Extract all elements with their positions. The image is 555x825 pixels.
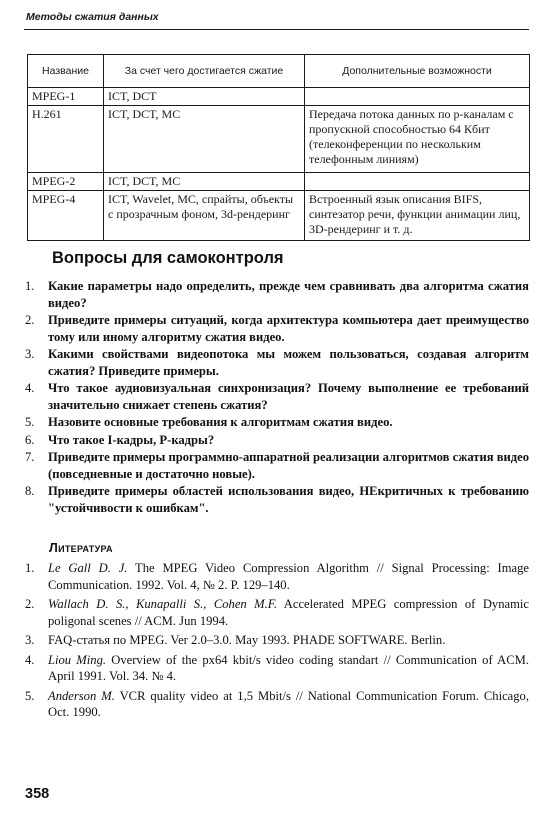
list-item <box>0 632 555 649</box>
cell-features: Передача потока данных по р-каналам с пропускной способностью 64 Кбит (телеконференции по нескольким телефонным линиям) <box>305 106 530 173</box>
item-number: 3. <box>25 347 35 361</box>
running-header: Методы сжатия данных <box>26 11 159 23</box>
reference-text: VCR quality video at 1,5 Mbit/s // National Communication Forum. Chicago, Oct. 1990. <box>48 688 529 719</box>
cell-compression: ICT, Wavelet, MC, спрайты, объекты с прозрачным фоном, 3d-рендеринг <box>104 191 305 241</box>
item-number: 3. <box>25 633 35 647</box>
header-name: Название <box>28 55 104 88</box>
question-text: Что такое аудиовизуальная синхронизация? Почему выполнение ее требований значительно снижает степень сжатия? <box>48 381 529 412</box>
item-number: 1. <box>25 279 35 293</box>
cell-compression: ICT, DCT, MC <box>104 106 305 173</box>
item-number: 6. <box>25 432 35 447</box>
item-number: 8. <box>25 484 35 498</box>
cell-name: H.261 <box>28 106 104 173</box>
cell-name: MPEG-4 <box>28 191 104 241</box>
list-item <box>0 312 555 345</box>
table-row <box>28 173 530 191</box>
questions-list <box>0 278 555 517</box>
reference-authors: Liou Ming. <box>48 652 107 667</box>
question-text: Приведите примеры программно-аппаратной реализации алгоритмов сжатия видео (повседневные и достаточно новые). <box>48 450 530 481</box>
questions-heading: Вопросы для самоконтроля <box>52 249 284 267</box>
references-list <box>0 560 555 724</box>
list-item <box>0 449 555 482</box>
table-row <box>28 106 530 173</box>
item-number: 4. <box>25 652 35 667</box>
list-item <box>0 380 555 413</box>
cell-name: MPEG-1 <box>28 88 104 106</box>
list-item <box>0 483 555 516</box>
table-row <box>28 191 530 241</box>
list-item <box>0 596 555 629</box>
question-text: Какими свойствами видеопотока мы можем пользоваться, создавая алгоритм сжатия? Приведите примеры. <box>48 347 529 378</box>
reference-text: Overview of the px64 kbit/s video coding standart // Communication of ACM. April 1991. Vol. 34. № 4. <box>48 652 529 683</box>
cell-features <box>305 173 530 191</box>
cell-compression: ICT, DCT <box>104 88 305 106</box>
comparison-table-container <box>27 54 529 241</box>
question-text: Что такое I-кадры, Р-кадры? <box>48 432 215 447</box>
item-number: 1. <box>25 561 35 575</box>
item-number: 5. <box>25 415 35 429</box>
list-item <box>0 278 555 311</box>
reference-text: The MPEG Video Compression Algorithm // Signal Processing: Image Communication. 1992. Vol. 4, № 2. P. 129–140. <box>48 561 529 592</box>
table-row <box>28 88 530 106</box>
item-number: 7. <box>25 450 35 464</box>
header-features: Дополнительные возможности <box>305 55 530 88</box>
header-rule <box>24 29 529 30</box>
question-text: Назовите основные требования к алгоритмам сжатия видео. <box>48 415 393 429</box>
list-item <box>0 414 555 431</box>
table-header-row <box>28 55 530 88</box>
reference-text: FAQ-статья по MPEG. Ver 2.0–3.0. May 1993. PHADE SOFTWARE. Berlin. <box>48 633 446 647</box>
cell-compression: ICT, DCT, MC <box>104 173 305 191</box>
reference-authors: Wallach D. S., Kunapalli S., Cohen M.F. <box>48 597 278 611</box>
references-heading: Литература <box>49 541 113 555</box>
list-item <box>0 688 555 721</box>
item-number: 5. <box>25 688 35 703</box>
question-text: Приведите примеры областей использования видео, НЕкритичных к требованию "устойчивости к ошибкам". <box>48 484 529 515</box>
cell-features <box>305 88 530 106</box>
comparison-table <box>27 54 530 241</box>
item-number: 4. <box>25 381 35 395</box>
list-item <box>0 652 555 685</box>
reference-text: Accelerated MPEG compression of Dynamic poligonal scenes // ACM. Jun 1994. <box>48 597 529 628</box>
list-item <box>0 432 555 449</box>
list-item <box>0 346 555 379</box>
reference-authors: Anderson M. <box>48 688 115 703</box>
question-text: Какие параметры надо определить, прежде чем сравнивать два алгоритма сжатия видео? <box>48 279 529 310</box>
list-item <box>0 560 555 593</box>
item-number: 2. <box>25 313 35 327</box>
header-compression: За счет чего достигается сжатие <box>104 55 305 88</box>
cell-name: MPEG-2 <box>28 173 104 191</box>
item-number: 2. <box>25 597 35 611</box>
reference-authors: Le Gall D. J. <box>48 561 128 575</box>
question-text: Приведите примеры ситуаций, когда архитектура компьютера дает преимущество тому или иному алгоритму сжатия видео. <box>48 313 529 344</box>
page-number: 358 <box>25 786 50 802</box>
cell-features: Встроенный язык описания BIFS, синтезатор речи, функции анимации лиц, 3D-рендеринг и т. д. <box>305 191 530 241</box>
